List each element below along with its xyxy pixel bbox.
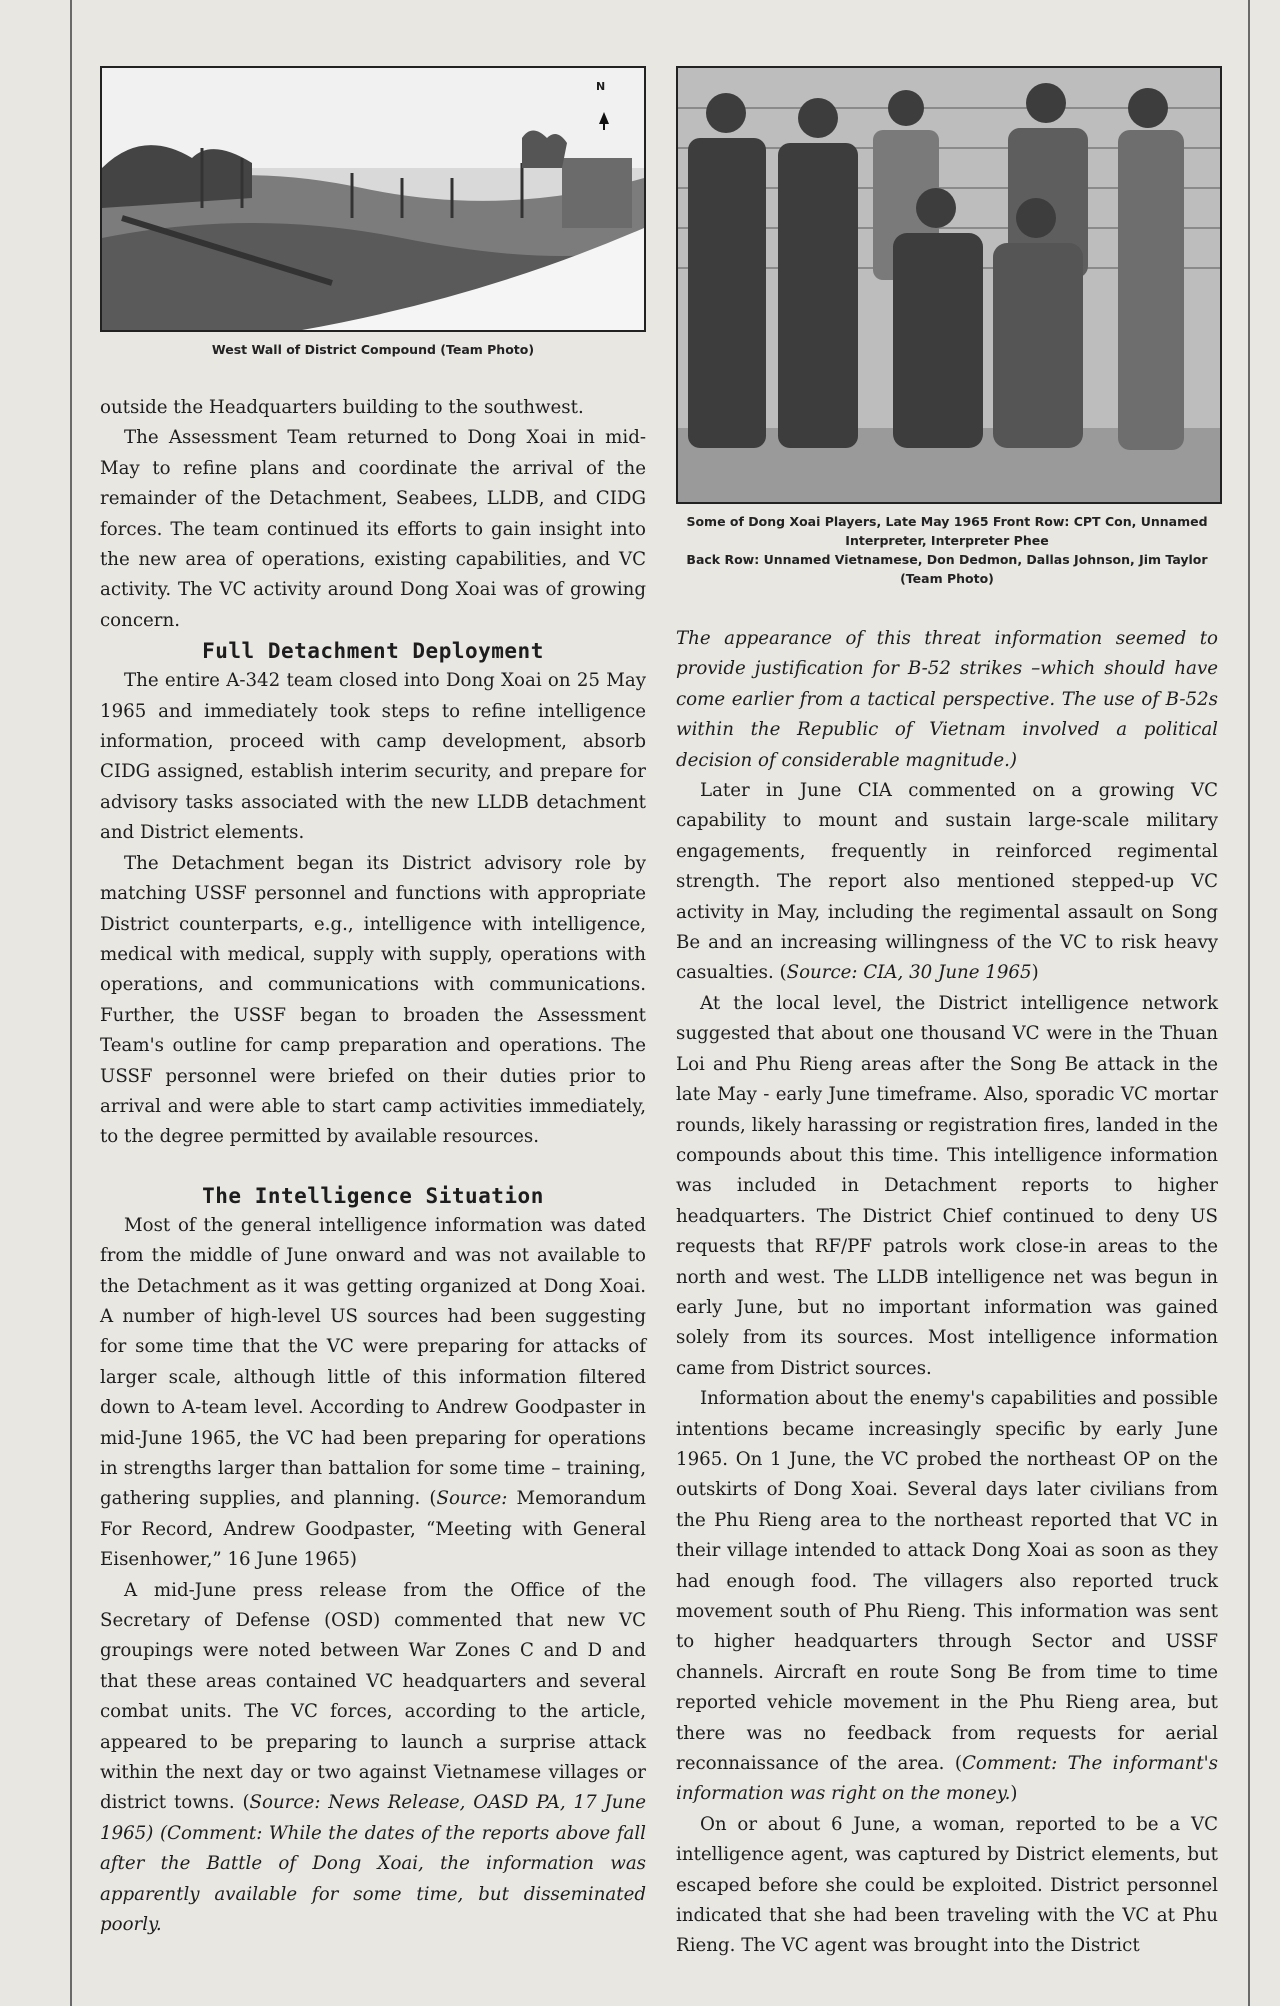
caption-line: Some of Dong Xoai Players, Late May 1965 Front Row: CPT Con, Unnamed Interpreter, Interpreter Phee xyxy=(686,514,1208,548)
photo-dong-xoai-players xyxy=(676,66,1222,504)
players-image xyxy=(678,68,1220,502)
west-wall-image xyxy=(102,68,644,330)
north-arrow-label: N xyxy=(596,80,606,93)
page-border-left xyxy=(70,0,72,2006)
source-label: Source: xyxy=(436,1488,508,1510)
text-run: Information about the enemy's capabilities and possible intentions became increasingly specific by early June 1965. On 1 June, the VC probed the northeast OP on the outskirts of Dong Xoai. Several days later civilians from the Phu Rieng area to the northeast reported that VC in their village intended to attack Dong Xoai as soon as they had enough food. The villagers also reported truck movement south of Phu Rieng. This information was sent to higher headquarters through Sector and USSF channels. Aircraft en route Song Be from time to time reported vehicle movement in the Phu Rieng area, but there was no feedback from requests for aerial reconnaissance of the area. ( xyxy=(676,1388,1218,1775)
text-run: Memorandum For Record, Andrew Goodpaster, “Meeting with General Eisenhower,” 16 June 1965) xyxy=(100,1488,646,1571)
paragraph: The Detachment began its District advisory role by matching USSF personnel and functions with appropriate District counterparts, e.g., intelligence with intelligence, medical with medical, supply with supply, operations with operations, and communications with communications. Further, the USSF began to broaden the Assessment Team's outline for camp preparation and operations. The USSF personnel were briefed on their duties prior to arrival and were able to start camp activities immediately, to the degree permitted by available resources. xyxy=(100,852,646,1148)
text-run: ) xyxy=(1010,1783,1018,1805)
comment-text: Comment: The informant's information was right on the money. xyxy=(676,1753,1219,1805)
paragraph xyxy=(676,776,1218,989)
section-heading-intelligence: The Intelligence Situation xyxy=(202,1183,544,1208)
paragraph xyxy=(676,1384,1218,1810)
paragraph: outside the Headquarters building to the southwest. xyxy=(100,397,584,418)
page-border-right xyxy=(1248,0,1250,2006)
paragraph: On or about 6 June, a woman, reported to be a VC intelligence agent, was captured by District elements, but escaped before she could be exploited. District personnel indicated that she had been traveling with the VC at Phu Rieng. The VC agent was brought into the District xyxy=(676,1813,1218,1957)
text-run: ) xyxy=(1031,962,1039,984)
text-run: Later in June CIA commented on a growing VC capability to mount and sustain large-scale military engagements, frequently in reinforced regimental strength. The report also mentioned stepped-up VC activity in May, including the regimental assault on Song Be and an increasing willingness of the VC to risk heavy casualties. ( xyxy=(676,780,1218,984)
paragraph xyxy=(676,624,1218,776)
source-comment: Source: News Release, OASD PA, 17 June 1965) (Comment: While the dates of the reports above fall after the Battle of Dong Xoai, the information was apparently available for some time, but disseminated poorly. xyxy=(100,1792,646,1936)
photo-caption-west-wall: West Wall of District Compound (Team Photo) xyxy=(211,342,535,357)
paragraph: The entire A-342 team closed into Dong Xoai on 25 May 1965 and immediately took steps to refine intelligence information, proceed with camp development, absorb CIDG assigned, establish interim security, and prepare for advisory tasks associated with the new LLDB detachment and District elements. xyxy=(100,670,646,844)
section-heading-deployment: Full Detachment Deployment xyxy=(202,639,544,664)
comment-text: The appearance of this threat information seemed to provide justification for B-52 strikes –which should have come earlier from a tactical perspective. The use of B-52s within the Republic of Vietnam involved a political decision of considerable magnitude.) xyxy=(676,628,1218,771)
paragraph: The Assessment Team returned to Dong Xoai in mid-May to refine plans and coordinate the arrival of the remainder of the Detachment, Seabees, LLDB, and CIDG forces. The team continued its efforts to gain insight into the new area of operations, existing capabilities, and VC activity. The VC activity around Dong Xoai was of growing concern. xyxy=(100,427,646,631)
source-text: Source: CIA, 30 June 1965 xyxy=(786,962,1032,984)
text-run: A mid-June press release from the Office of the Secretary of Defense (OSD) commented that new VC groupings were noted between War Zones C and D and that these areas contained VC headquarters and several combat units. The VC forces, according to the article, appeared to be preparing to launch a surprise attack within the next day or two against Vietnamese villages or district towns. ( xyxy=(100,1579,646,1814)
paragraph: At the local level, the District intelligence network suggested that about one thousand VC were in the Thuan Loi and Phu Rieng areas after the Song Be attack in the late May - early June timeframe. Also, sporadic VC mortar rounds, likely harassing or registration fires, landed in the compounds about this time. This intelligence information was included in Detachment reports to higher headquarters. The District Chief continued to deny US requests that RF/PF patrols work close-in areas to the north and west. The LLDB intelligence net was begun in early June, but no important information was gained solely from its sources. Most intelligence information came from District sources. xyxy=(676,992,1218,1379)
right-body-text xyxy=(676,624,1218,1962)
photo-caption-players xyxy=(676,512,1218,588)
left-body-text xyxy=(100,393,646,1941)
paragraph xyxy=(100,1211,646,1576)
left-column xyxy=(100,0,646,1941)
photo-west-wall xyxy=(100,66,646,332)
text-run: Most of the general intelligence information was dated from the middle of June onward and was not available to the Detachment as it was getting organized at Dong Xoai. A number of high-level US sources had been suggesting for some time that the VC were preparing for attacks of larger scale, although little of this information filtered down to A-team level. According to Andrew Goodpaster in mid-June 1965, the VC had been preparing for operations in strengths larger than battalion for some time – training, gathering supplies, and planning. ( xyxy=(100,1214,646,1510)
right-column xyxy=(676,0,1218,1962)
caption-line: Back Row: Unnamed Vietnamese, Don Dedmon, Dallas Johnson, Jim Taylor (Team Photo) xyxy=(686,552,1208,586)
paragraph xyxy=(100,1576,646,1941)
